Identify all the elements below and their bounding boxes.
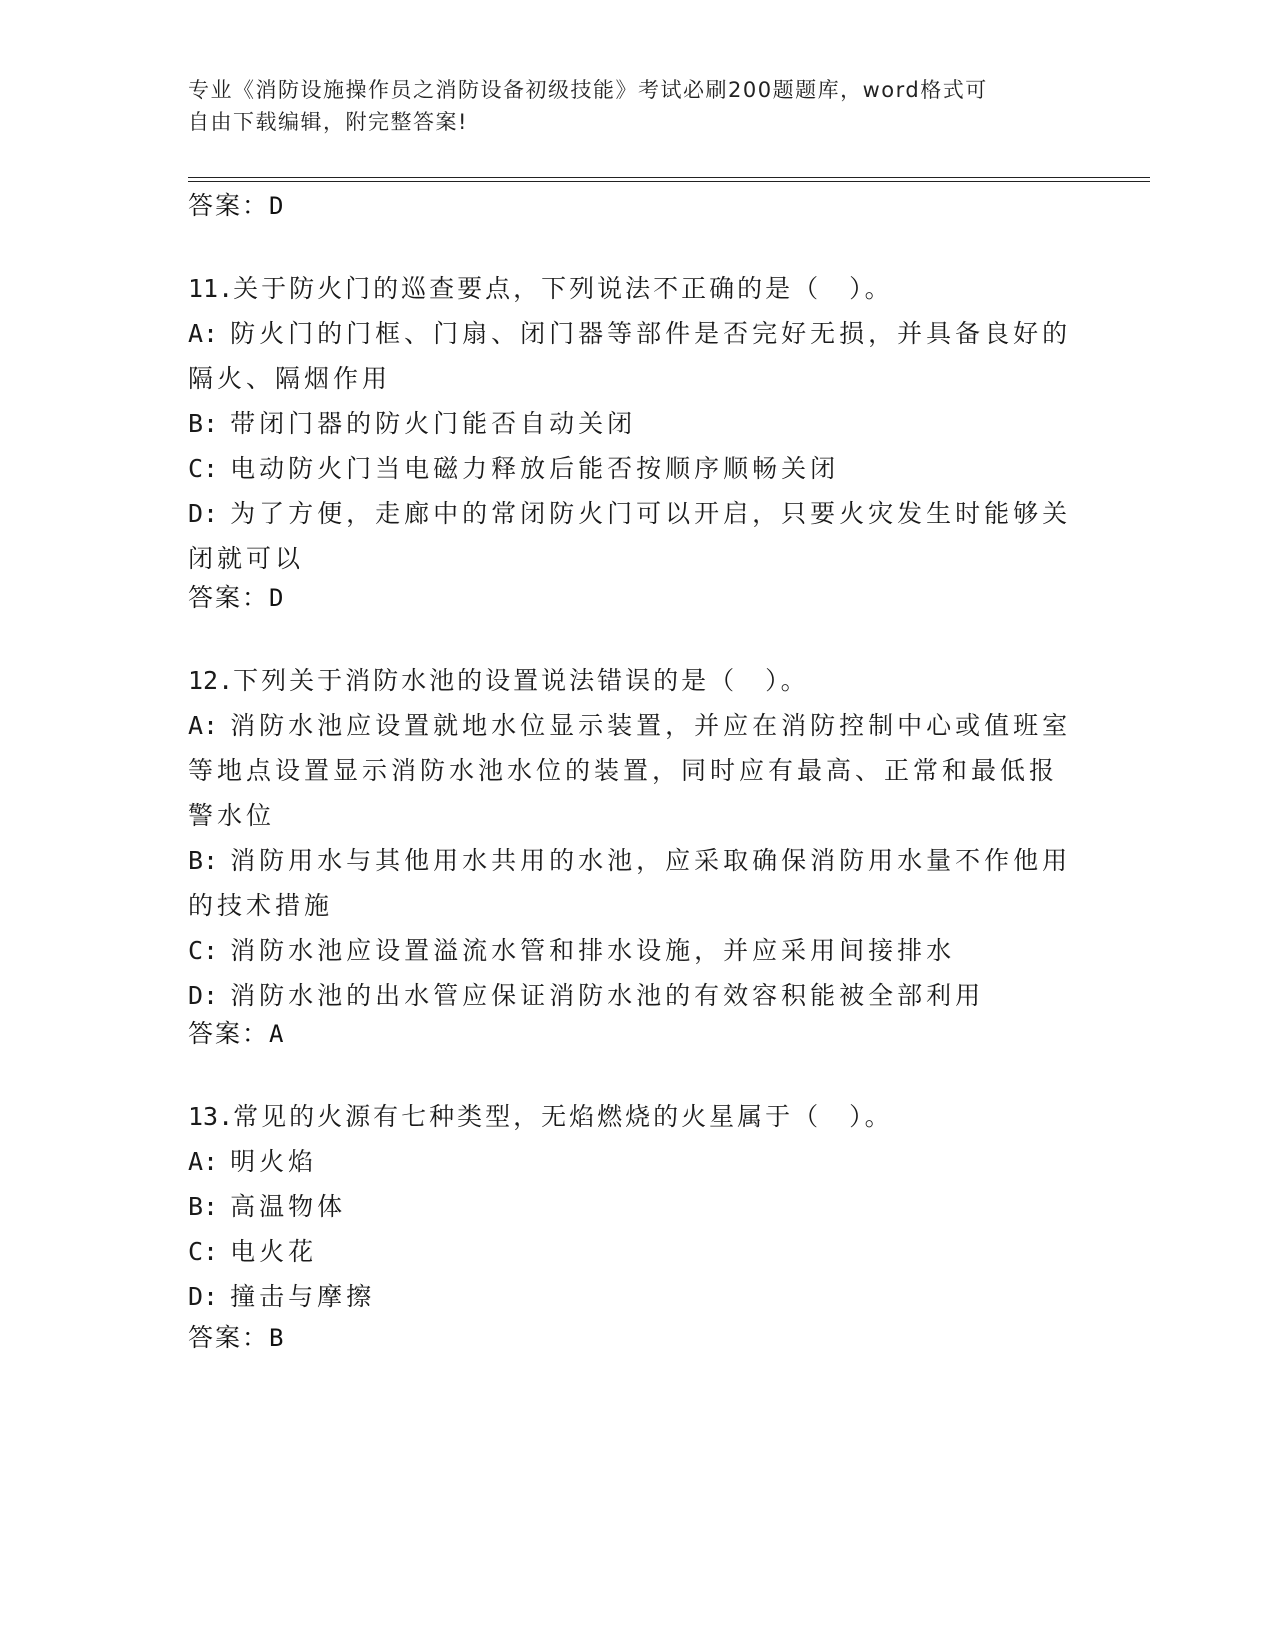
option-a-continued: 警水位	[188, 801, 276, 830]
option-a: A: 明火焰	[188, 1147, 318, 1176]
answer-line	[188, 1014, 285, 1050]
option-c: C: 电动防火门当电磁力释放后能否按顺序顺畅关闭	[188, 454, 840, 483]
option-d-continued: 闭就可以	[188, 544, 305, 573]
option-b: B: 消防用水与其他用水共用的水池，应采取确保消防用水量不作他用	[188, 846, 1072, 875]
question-stem: 11.关于防火门的巡查要点，下列说法不正确的是（ ）。	[188, 274, 893, 303]
answer-label: 答案：	[188, 1323, 270, 1352]
question-number: 11.	[188, 274, 234, 303]
question-number: 13.	[188, 1102, 234, 1131]
option-d: D: 为了方便，走廊中的常闭防火门可以开启，只要火灾发生时能够关	[188, 499, 1072, 528]
option-a-continued: 等地点设置显示消防水池水位的装置，同时应有最高、正常和最低报	[188, 756, 1059, 785]
answer-value: A	[269, 1020, 286, 1048]
option-c: C: 消防水池应设置溢流水管和排水设施，并应采用间接排水	[188, 936, 956, 965]
question-number: 12.	[188, 666, 234, 695]
answer-line	[188, 186, 285, 222]
document-header	[188, 74, 1068, 138]
answer-line	[188, 578, 285, 614]
answer-value: B	[269, 1324, 286, 1352]
question-block	[188, 266, 1072, 581]
option-a-continued: 隔火、隔烟作用	[188, 364, 392, 393]
header-divider	[188, 177, 1150, 182]
question-block	[188, 658, 1072, 1018]
option-a: A: 防火门的门框、门扇、闭门器等部件是否完好无损，并具备良好的	[188, 319, 1072, 348]
answer-label: 答案：	[188, 191, 270, 220]
option-d: D: 消防水池的出水管应保证消防水池的有效容积能被全部利用	[188, 981, 985, 1010]
option-c: C: 电火花	[188, 1237, 318, 1266]
answer-label: 答案：	[188, 583, 270, 612]
question-stem: 12.下列关于消防水池的设置说法错误的是（ ）。	[188, 666, 809, 695]
option-b: B: 带闭门器的防火门能否自动关闭	[188, 409, 637, 438]
header-line-1: 专业《消防设施操作员之消防设备初级技能》考试必刷200题题库，word格式可	[188, 78, 988, 102]
answer-line	[188, 1318, 285, 1354]
option-b-continued: 的技术措施	[188, 891, 334, 920]
answer-label: 答案：	[188, 1019, 270, 1048]
option-d: D: 撞击与摩擦	[188, 1282, 376, 1311]
header-line-2: 自由下载编辑，附完整答案!	[188, 110, 468, 134]
answer-value: D	[269, 192, 286, 220]
question-block	[188, 1094, 1068, 1319]
option-a: A: 消防水池应设置就地水位显示装置，并应在消防控制中心或值班室	[188, 711, 1072, 740]
option-b: B: 高温物体	[188, 1192, 347, 1221]
question-stem: 13.常见的火源有七种类型，无焰燃烧的火星属于（ ）。	[188, 1102, 893, 1131]
answer-value: D	[269, 584, 286, 612]
